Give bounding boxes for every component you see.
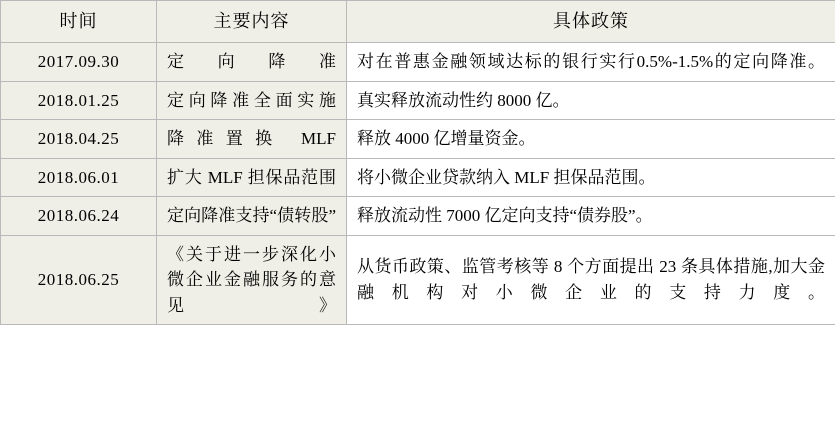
- table-row: [1, 120, 835, 159]
- cell-policy: 释放流动性 7000 亿定向支持“债券股”。: [347, 197, 835, 236]
- table-row: [1, 158, 835, 197]
- table-row: [1, 81, 835, 120]
- table-body: [1, 43, 835, 325]
- cell-time: 2018.06.01: [1, 158, 157, 197]
- cell-time: 2017.09.30: [1, 43, 157, 82]
- cell-topic: 降准置换 MLF: [157, 120, 347, 159]
- cell-topic: 定向降准: [157, 43, 347, 82]
- cell-policy: 真实释放流动性约 8000 亿。: [347, 81, 835, 120]
- cell-time: 2018.01.25: [1, 81, 157, 120]
- cell-policy: 从货币政策、监管考核等 8 个方面提出 23 条具体措施,加大金融机构对小微企业的支持力度。: [347, 235, 835, 325]
- cell-time: 2018.06.24: [1, 197, 157, 236]
- cell-policy: 释放 4000 亿增量资金。: [347, 120, 835, 159]
- cell-topic: 定向降准全面实施: [157, 81, 347, 120]
- cell-policy: 将小微企业贷款纳入 MLF 担保品范围。: [347, 158, 835, 197]
- table-row: [1, 197, 835, 236]
- cell-time: 2018.04.25: [1, 120, 157, 159]
- table-row: [1, 235, 835, 325]
- cell-topic: 扩大 MLF 担保品范围: [157, 158, 347, 197]
- cell-topic: 定向降准支持“债转股”: [157, 197, 347, 236]
- table-header: [1, 1, 835, 43]
- column-header-policy: 具体政策: [347, 1, 835, 43]
- column-header-topic: 主要内容: [157, 1, 347, 43]
- cell-topic: 《关于进一步深化小微企业金融服务的意见》: [157, 235, 347, 325]
- cell-time: 2018.06.25: [1, 235, 157, 325]
- table-header-row: [1, 1, 835, 43]
- table-row: [1, 43, 835, 82]
- cell-policy: 对在普惠金融领域达标的银行实行0.5%-1.5%的定向降准。: [347, 43, 835, 82]
- column-header-time: 时间: [1, 1, 157, 43]
